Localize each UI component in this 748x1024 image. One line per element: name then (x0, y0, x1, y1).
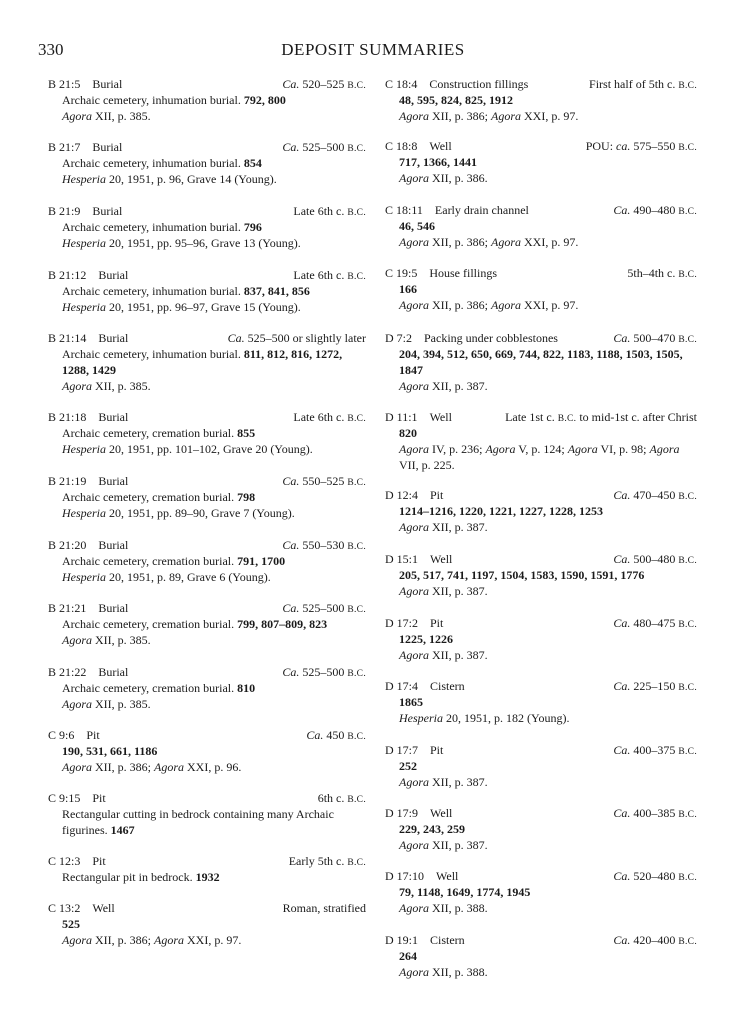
deposit-date: Late 6th c. B.C. (293, 204, 366, 218)
entry-heading (48, 76, 366, 92)
deposit-date: Ca. 520–480 B.C. (613, 869, 697, 883)
deposit-id: C 13:2 (48, 901, 81, 915)
deposit-description: Archaic cemetery, cremation burial. 855 (62, 426, 256, 440)
deposit-id: B 21:7 (48, 140, 81, 154)
entry-body (48, 869, 366, 885)
deposit-id: D 17:9 (385, 806, 418, 820)
deposit-entry (48, 664, 366, 712)
entry-body (385, 346, 697, 394)
catalogue-refs: 1214–1216, 1220, 1221, 1227, 1228, 1253 (399, 504, 603, 518)
catalogue-refs: 1865 (399, 695, 423, 709)
entry-heading (385, 932, 697, 948)
publication-ref: Agora XII, p. 385. (62, 109, 151, 123)
deposit-id: D 7:2 (385, 331, 412, 345)
catalogue-refs: 79, 1148, 1649, 1774, 1945 (399, 885, 531, 899)
deposit-date: Ca. 470–450 B.C. (613, 488, 697, 502)
entry-body (48, 553, 366, 585)
deposit-date: Late 6th c. B.C. (293, 268, 366, 282)
deposit-id: B 21:12 (48, 268, 87, 282)
deposit-date: Ca. 550–530 B.C. (282, 538, 366, 552)
deposit-id: C 18:4 (385, 77, 418, 91)
deposit-id: D 17:4 (385, 679, 418, 693)
deposit-type: Well (430, 806, 453, 820)
deposit-entry (385, 202, 697, 250)
deposit-entry (385, 76, 697, 124)
publication-ref: Agora IV, p. 236; Agora V, p. 124; Agora VI, p. 98; Agora VII, p. 225. (399, 442, 680, 472)
entry-body (385, 503, 697, 535)
deposit-entry (385, 265, 697, 313)
deposit-type: Well (92, 901, 115, 915)
deposit-id: D 17:7 (385, 743, 418, 757)
deposit-id: B 21:19 (48, 474, 87, 488)
entry-heading (385, 265, 697, 281)
catalogue-refs: 820 (399, 426, 417, 440)
deposit-date: 6th c. B.C. (317, 791, 366, 805)
publication-ref: Agora XII, p. 386; Agora XXI, p. 97. (399, 298, 579, 312)
entry-body (385, 631, 697, 663)
entry-heading (48, 537, 366, 553)
deposit-type: Burial (98, 601, 129, 615)
deposit-date: First half of 5th c. B.C. (589, 77, 697, 91)
deposit-entry (48, 409, 366, 457)
deposit-id: B 21:5 (48, 77, 81, 91)
entry-body (385, 567, 697, 599)
entry-body (48, 425, 366, 457)
publication-ref: Agora XII, p. 386; Agora XXI, p. 97. (62, 933, 242, 947)
publication-ref: Agora XII, p. 386; Agora XXI, p. 97. (399, 109, 579, 123)
deposit-date: Late 6th c. B.C. (293, 410, 366, 424)
entry-body (385, 694, 697, 726)
deposit-type: Cistern (430, 933, 465, 947)
deposit-type: Burial (98, 665, 129, 679)
running-title: DEPOSIT SUMMARIES (281, 40, 465, 59)
deposit-type: Burial (98, 410, 129, 424)
deposit-description: Archaic cemetery, inhumation burial. 837, 841, 856 (62, 284, 310, 298)
deposit-id: D 17:10 (385, 869, 424, 883)
publication-ref: Agora XII, p. 385. (62, 697, 151, 711)
deposit-type: Pit (430, 743, 444, 757)
deposit-entry (385, 487, 697, 535)
entry-heading (48, 267, 366, 283)
deposit-date: POU: ca. 575–550 B.C. (585, 139, 697, 153)
deposit-entry (48, 139, 366, 187)
publication-ref: Hesperia 20, 1951, p. 89, Grave 6 (Young). (62, 570, 271, 584)
deposit-entry (385, 932, 697, 980)
publication-ref: Hesperia 20, 1951, p. 96, Grave 14 (Young). (62, 172, 277, 186)
deposit-id: B 21:18 (48, 410, 87, 424)
entry-body (48, 155, 366, 187)
deposit-id: C 19:5 (385, 266, 418, 280)
deposit-id: D 12:4 (385, 488, 418, 502)
deposit-entry (385, 330, 697, 394)
catalogue-refs: 190, 531, 661, 1186 (62, 744, 158, 758)
deposit-id: D 15:1 (385, 552, 418, 566)
deposit-id: B 21:20 (48, 538, 87, 552)
deposit-date: Ca. 520–525 B.C. (282, 77, 366, 91)
deposit-entry (48, 600, 366, 648)
deposit-date: Ca. 480–475 B.C. (613, 616, 697, 630)
deposit-date: Ca. 400–375 B.C. (613, 743, 697, 757)
deposit-description: Archaic cemetery, inhumation burial. 854 (62, 156, 262, 170)
deposit-date: Ca. 525–500 or slightly later (227, 331, 366, 345)
deposit-type: Burial (92, 140, 123, 154)
publication-ref: Agora XII, p. 387. (399, 838, 488, 852)
entry-body (385, 92, 697, 124)
deposit-entry (385, 742, 697, 790)
deposit-description: Archaic cemetery, cremation burial. 810 (62, 681, 256, 695)
deposit-date: Ca. 450 B.C. (306, 728, 366, 742)
deposit-date: Ca. 500–480 B.C. (613, 552, 697, 566)
deposit-entry (385, 409, 697, 473)
publication-ref: Agora XII, p. 386; Agora XXI, p. 96. (62, 760, 242, 774)
deposit-id: C 18:8 (385, 139, 418, 153)
deposit-date: Ca. 525–500 B.C. (282, 665, 366, 679)
deposit-entry (48, 203, 366, 251)
left-column (48, 76, 366, 948)
entry-heading (385, 742, 697, 758)
deposit-id: D 17:2 (385, 616, 418, 630)
deposit-type: House fillings (429, 266, 498, 280)
entry-body (48, 219, 366, 251)
deposit-date: Ca. 420–400 B.C. (613, 933, 697, 947)
entry-heading (385, 678, 697, 694)
deposit-type: Well (430, 552, 453, 566)
entry-body (48, 346, 366, 394)
entry-heading (385, 138, 697, 154)
deposit-description: Archaic cemetery, inhumation burial. 792, 800 (62, 93, 286, 107)
deposit-entry (48, 727, 366, 775)
catalogue-refs: 264 (399, 949, 417, 963)
entry-body (385, 425, 697, 473)
deposit-date: Ca. 225–150 B.C. (613, 679, 697, 693)
entry-heading (48, 853, 366, 869)
catalogue-refs: 229, 243, 259 (399, 822, 465, 836)
entry-body (385, 821, 697, 853)
entry-body (48, 916, 366, 948)
deposit-entry (385, 805, 697, 853)
entry-heading (385, 805, 697, 821)
entry-heading (385, 615, 697, 631)
deposit-type: Well (429, 139, 452, 153)
entry-heading (385, 551, 697, 567)
deposit-type: Burial (98, 474, 129, 488)
deposit-id: C 18:11 (385, 203, 423, 217)
entry-heading (48, 409, 366, 425)
deposit-entry (48, 267, 366, 315)
deposit-type: Burial (98, 538, 129, 552)
page-header (38, 40, 708, 62)
deposit-type: Construction fillings (429, 77, 529, 91)
catalogue-refs: 204, 394, 512, 650, 669, 744, 822, 1183, 1188, 1503, 1505, 1847 (399, 347, 683, 377)
deposit-id: C 9:6 (48, 728, 75, 742)
publication-ref: Hesperia 20, 1951, pp. 96–97, Grave 15 (Young). (62, 300, 301, 314)
deposit-entry (385, 615, 697, 663)
deposit-type: Well (436, 869, 459, 883)
deposit-type: Pit (92, 791, 106, 805)
deposit-id: B 21:14 (48, 331, 87, 345)
publication-ref: Agora XII, p. 386; Agora XXI, p. 97. (399, 235, 579, 249)
deposit-type: Pit (430, 616, 444, 630)
publication-ref: Agora XII, p. 387. (399, 775, 488, 789)
deposit-date: Ca. 550–525 B.C. (282, 474, 366, 488)
publication-ref: Agora XII, p. 385. (62, 379, 151, 393)
deposit-id: C 12:3 (48, 854, 81, 868)
deposit-id: D 11:1 (385, 410, 418, 424)
entry-body (48, 680, 366, 712)
catalogue-refs: 252 (399, 759, 417, 773)
deposit-type: Well (429, 410, 452, 424)
entry-body (48, 489, 366, 521)
deposit-type: Burial (98, 331, 129, 345)
entry-heading (48, 664, 366, 680)
publication-ref: Agora XII, p. 388. (399, 965, 488, 979)
deposit-type: Cistern (430, 679, 465, 693)
entry-heading (385, 868, 697, 884)
publication-ref: Agora XII, p. 387. (399, 584, 488, 598)
entry-heading (48, 600, 366, 616)
publication-ref: Hesperia 20, 1951, pp. 95–96, Grave 13 (Young). (62, 236, 301, 250)
publication-ref: Agora XII, p. 388. (399, 901, 488, 915)
deposit-date: Ca. 525–500 B.C. (282, 601, 366, 615)
deposit-id: B 21:22 (48, 665, 87, 679)
entry-heading (48, 473, 366, 489)
page-number: 330 (38, 40, 64, 59)
publication-ref: Agora XII, p. 387. (399, 520, 488, 534)
deposit-description: Archaic cemetery, cremation burial. 791, 1700 (62, 554, 286, 568)
publication-ref: Agora XII, p. 387. (399, 648, 488, 662)
deposit-entry (48, 900, 366, 948)
deposit-description: Rectangular cutting in bedrock containing many Archaic figurines. 1467 (62, 807, 334, 837)
deposit-date: 5th–4th c. B.C. (627, 266, 697, 280)
entry-heading (48, 727, 366, 743)
entry-heading (48, 139, 366, 155)
deposit-entry (48, 76, 366, 124)
deposit-description: Archaic cemetery, inhumation burial. 796 (62, 220, 262, 234)
deposit-date: Late 1st c. B.C. to mid-1st c. after Christ (505, 410, 697, 424)
deposit-id: C 9:15 (48, 791, 81, 805)
catalogue-refs: 205, 517, 741, 1197, 1504, 1583, 1590, 1591, 1776 (399, 568, 645, 582)
publication-ref: Hesperia 20, 1951, pp. 89–90, Grave 7 (Young). (62, 506, 295, 520)
deposit-entry (48, 473, 366, 521)
publication-ref: Hesperia 20, 1951, pp. 101–102, Grave 20 (Young). (62, 442, 313, 456)
deposit-entry (385, 678, 697, 726)
deposit-type: Pit (430, 488, 444, 502)
entry-body (385, 281, 697, 313)
deposit-id: B 21:9 (48, 204, 81, 218)
deposit-id: B 21:21 (48, 601, 87, 615)
entry-body (48, 743, 366, 775)
catalogue-refs: 1225, 1226 (399, 632, 453, 646)
right-column (385, 76, 697, 980)
deposit-type: Burial (92, 77, 123, 91)
entry-body (385, 948, 697, 980)
publication-ref: Hesperia 20, 1951, p. 182 (Young). (399, 711, 570, 725)
entry-heading (48, 203, 366, 219)
entry-heading (385, 76, 697, 92)
deposit-type: Packing under cobblestones (424, 331, 558, 345)
deposit-type: Burial (98, 268, 129, 282)
entry-body (48, 806, 366, 838)
entry-body (385, 154, 697, 186)
entry-body (48, 616, 366, 648)
deposit-description: Rectangular pit in bedrock. 1932 (62, 870, 220, 884)
catalogue-refs: 166 (399, 282, 417, 296)
deposit-date: Ca. 525–500 B.C. (282, 140, 366, 154)
deposit-date: Ca. 490–480 B.C. (613, 203, 697, 217)
deposit-entry (48, 330, 366, 394)
deposit-id: D 19:1 (385, 933, 418, 947)
deposit-description: Archaic cemetery, cremation burial. 799, 807–809, 823 (62, 617, 328, 631)
deposit-type: Pit (92, 854, 106, 868)
deposit-date: Ca. 500–470 B.C. (613, 331, 697, 345)
entry-heading (385, 330, 697, 346)
deposit-type: Pit (86, 728, 100, 742)
deposit-type: Burial (92, 204, 123, 218)
entry-heading (48, 900, 366, 916)
publication-ref: Agora XII, p. 386. (399, 171, 488, 185)
catalogue-refs: 525 (62, 917, 80, 931)
deposit-description: Archaic cemetery, cremation burial. 798 (62, 490, 256, 504)
entry-heading (48, 330, 366, 346)
entry-heading (385, 487, 697, 503)
entry-body (385, 884, 697, 916)
deposit-entry (48, 537, 366, 585)
publication-ref: Agora XII, p. 385. (62, 633, 151, 647)
deposit-entry (385, 138, 697, 186)
catalogue-refs: 46, 546 (399, 219, 435, 233)
deposit-entry (48, 790, 366, 838)
deposit-date: Roman, stratified (282, 901, 366, 915)
entry-heading (48, 790, 366, 806)
deposit-entry (48, 853, 366, 885)
entry-heading (385, 202, 697, 218)
deposit-entry (385, 551, 697, 599)
deposit-date: Ca. 400–385 B.C. (613, 806, 697, 820)
catalogue-refs: 48, 595, 824, 825, 1912 (399, 93, 513, 107)
entry-body (385, 218, 697, 250)
entry-heading (385, 409, 697, 425)
entry-body (48, 283, 366, 315)
deposit-type: Early drain channel (434, 203, 529, 217)
entry-body (385, 758, 697, 790)
deposit-date: Early 5th c. B.C. (288, 854, 366, 868)
deposit-entry (385, 868, 697, 916)
catalogue-refs: 717, 1366, 1441 (399, 155, 477, 169)
entry-body (48, 92, 366, 124)
publication-ref: Agora XII, p. 387. (399, 379, 488, 393)
deposit-description: Archaic cemetery, inhumation burial. 811, 812, 816, 1272, 1288, 1429 (62, 347, 343, 377)
